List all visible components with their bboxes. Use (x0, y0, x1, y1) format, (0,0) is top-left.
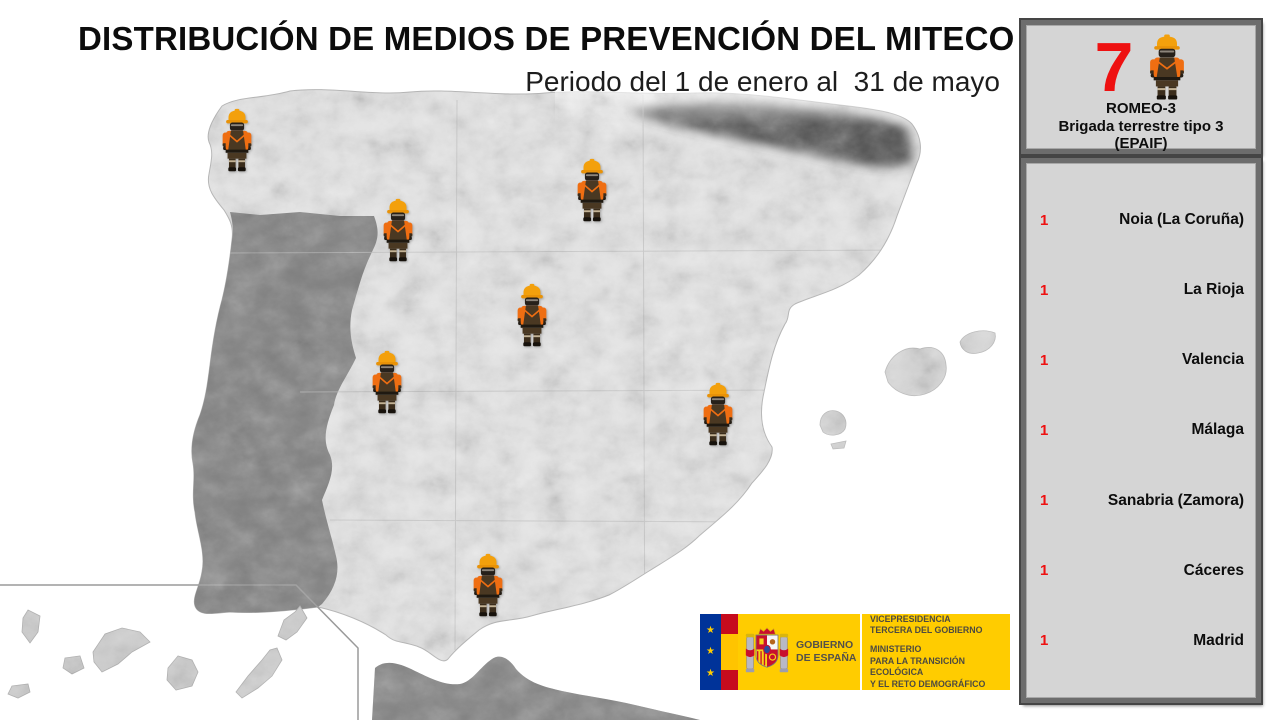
firefighter-icon (381, 198, 415, 262)
gov-entity-line: GOBIERNO (796, 639, 854, 652)
firefighter-icon (471, 553, 505, 617)
spain-flag-strip (721, 614, 738, 690)
location-name: Málaga (1191, 421, 1244, 439)
location-count: 1 (1040, 632, 1049, 650)
page-subtitle: Periodo del 1 de enero al 31 de mayo (525, 66, 1000, 97)
firefighter-marker (515, 283, 549, 347)
dept-line: MINISTERIO (870, 644, 922, 655)
location-count: 1 (1040, 351, 1049, 369)
spain-coat-of-arms-icon (745, 626, 789, 678)
location-count: 1 (1040, 211, 1049, 229)
location-row (1026, 632, 1256, 650)
unit-suffix: (EPAIF) (1114, 135, 1168, 153)
firefighter-marker (471, 553, 505, 617)
government-banner (700, 614, 1010, 690)
location-row (1026, 351, 1256, 369)
dept-line: PARA LA TRANSICIÓN ECOLÓGICA (870, 655, 965, 678)
firefighter-icon (515, 283, 549, 347)
location-count: 1 (1040, 562, 1049, 580)
firefighter-marker (701, 382, 735, 446)
location-name: Sanabria (Zamora) (1107, 491, 1244, 509)
unit-code: ROMEO-3 (1105, 100, 1176, 117)
location-name: Noia (La Coruña) (1119, 211, 1244, 229)
firefighter-icon (1147, 31, 1187, 103)
gov-entity-line: DE ESPAÑA (796, 652, 857, 664)
firefighter-icon (220, 108, 254, 172)
location-row (1026, 562, 1256, 580)
location-name: Cáceres (1183, 561, 1244, 579)
location-row (1026, 421, 1256, 439)
location-name: La Rioja (1183, 281, 1244, 299)
location-count: 1 (1040, 492, 1049, 510)
firefighter-marker (220, 108, 254, 172)
firefighter-icon (370, 350, 404, 414)
eu-star-icon: ★ (706, 646, 715, 657)
location-row (1026, 211, 1256, 229)
eu-flag-strip (700, 614, 721, 690)
firefighter-icon (701, 382, 735, 446)
eu-star-icon: ★ (706, 624, 715, 636)
location-row (1026, 492, 1256, 510)
firefighter-icon (575, 158, 609, 222)
unit-type: Brigada terrestre tipo 3 (1058, 117, 1224, 135)
page-title: DISTRIBUCIÓN DE MEDIOS DE PREVENCIÓN DEL MITECO (78, 20, 1015, 57)
firefighter-marker (575, 158, 609, 222)
total-count: 7 (1094, 27, 1134, 106)
location-count: 1 (1040, 281, 1049, 299)
location-count: 1 (1040, 421, 1049, 439)
dept-line: VICEPRESIDENCIA (870, 614, 951, 624)
eu-star-icon: ★ (706, 667, 715, 679)
location-name: Madrid (1193, 631, 1244, 649)
dept-line: TERCERA DEL GOBIERNO (870, 625, 983, 636)
location-name: Valencia (1181, 351, 1244, 369)
firefighter-marker (370, 350, 404, 414)
summary-panel (1021, 20, 1261, 154)
dept-line: Y EL RETO DEMOGRÁFICO (870, 678, 986, 689)
firefighter-marker (381, 198, 415, 262)
locations-panel (1021, 158, 1261, 703)
location-row (1026, 281, 1256, 299)
